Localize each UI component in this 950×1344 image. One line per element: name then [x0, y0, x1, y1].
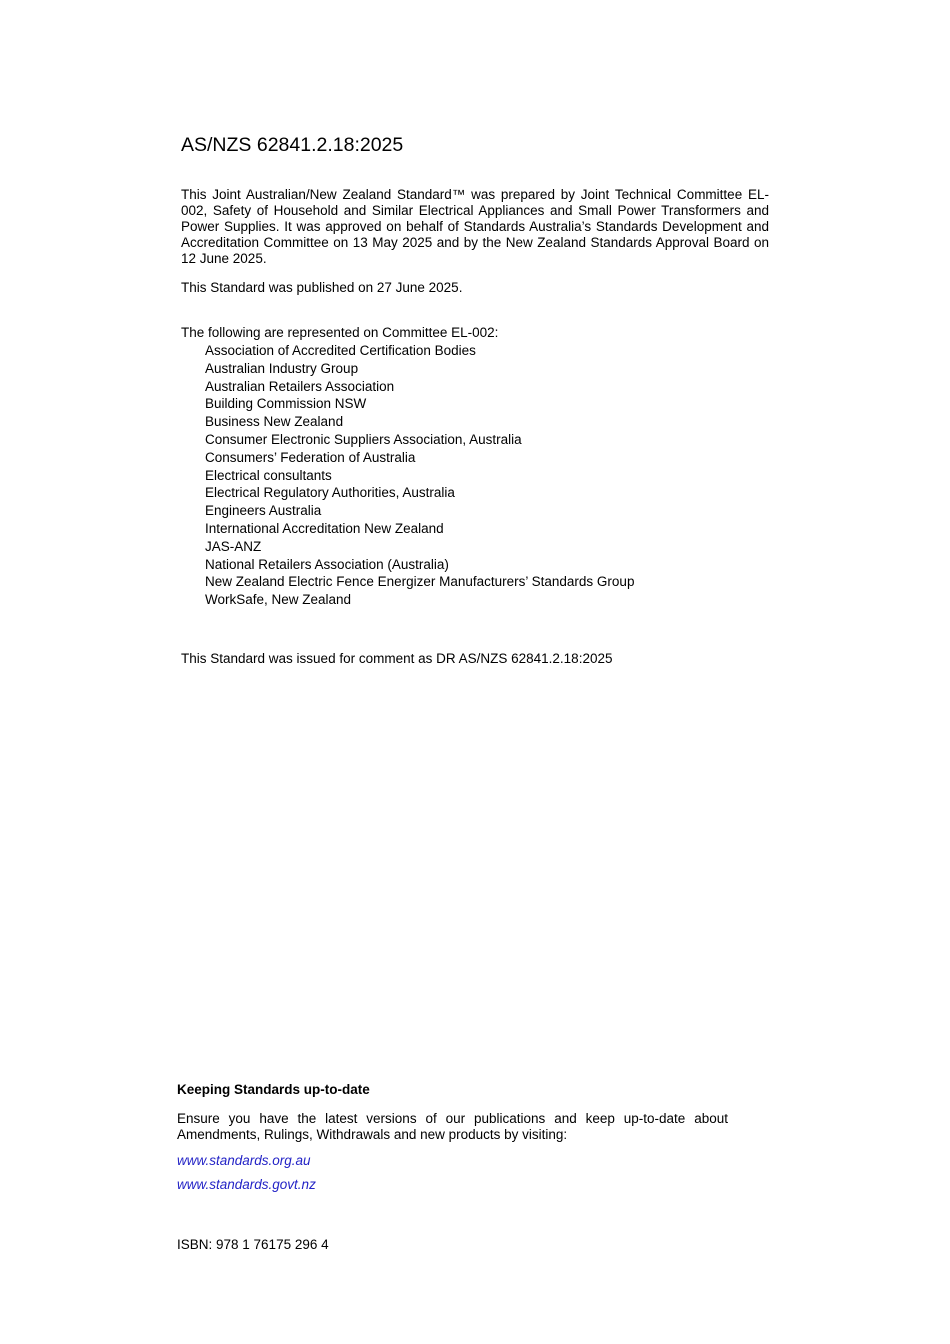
committee-member: Consumers’ Federation of Australia [205, 449, 416, 465]
isbn-line: ISBN: 978 1 76175 296 4 [177, 1237, 329, 1252]
comment-draft-statement: This Standard was issued for comment as DR AS/NZS 62841.2.18:2025 [181, 651, 613, 666]
committee-member: Electrical Regulatory Authorities, Australia [205, 485, 455, 501]
committee-member: New Zealand Electric Fence Energizer Manufacturers’ Standards Group [205, 574, 635, 590]
committee-representation-intro: The following are represented on Committee EL-002: [181, 325, 499, 340]
link-standards-org-au[interactable]: www.standards.org.au [177, 1153, 311, 1168]
preparation-paragraph: This Joint Australian/New Zealand Standard™ was prepared by Joint Technical Committee EL-002, Safety of Household and Similar Electrical Appliances and Small Power Transformers and Power Supplies. It was approved on behalf of Standards Australia’s Standards Development and Accreditation Committee on 13 May 2025 and by the New Zealand Standards Approval Board on 12 June 2025. [181, 187, 769, 266]
committee-member: Building Commission NSW [205, 396, 367, 412]
committee-member: Business New Zealand [205, 414, 344, 430]
committee-member: Consumer Electronic Suppliers Association, Australia [205, 431, 522, 447]
committee-member: Australian Retailers Association [205, 378, 395, 394]
committee-member: International Accreditation New Zealand [205, 520, 444, 536]
published-statement: This Standard was published on 27 June 2025. [181, 280, 463, 295]
committee-member: WorkSafe, New Zealand [205, 592, 352, 608]
committee-member: Australian Industry Group [205, 360, 359, 376]
standard-designation-title: AS/NZS 62841.2.18:2025 [181, 134, 404, 156]
committee-member: Association of Accredited Certification Bodies [205, 343, 476, 358]
committee-member: Electrical consultants [205, 467, 332, 483]
committee-member: JAS-ANZ [205, 538, 262, 554]
committee-member-list [205, 342, 634, 609]
committee-member: Engineers Australia [205, 503, 322, 519]
keeping-standards-body: Ensure you have the latest versions of our publications and keep up-to-date about Amendments, Rulings, Withdrawals and new products by visiting: [177, 1111, 728, 1142]
committee-member: National Retailers Association (Australia) [205, 556, 449, 572]
keeping-standards-heading: Keeping Standards up-to-date [177, 1082, 370, 1097]
link-standards-govt-nz[interactable]: www.standards.govt.nz [177, 1177, 316, 1192]
